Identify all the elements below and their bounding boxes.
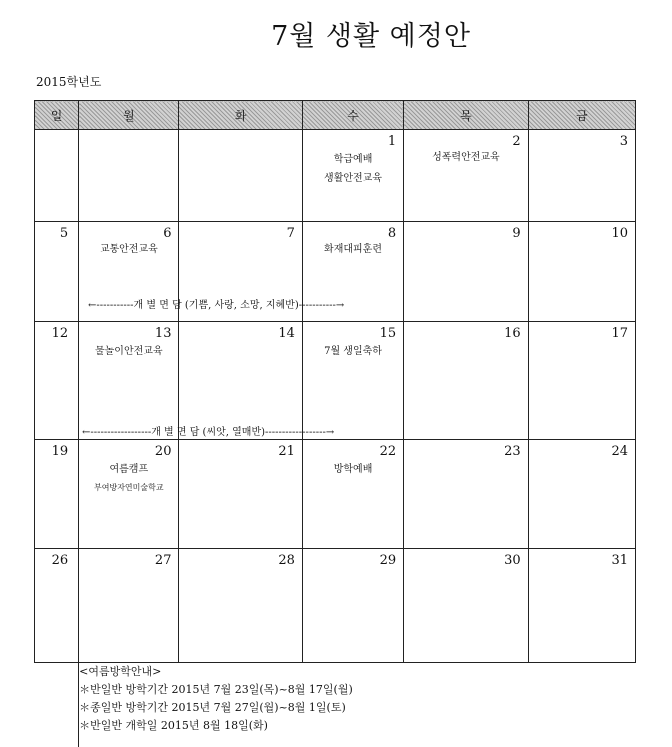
day-cell — [404, 549, 528, 663]
event-text: 7월 생일축하 — [324, 346, 382, 357]
day-cell — [35, 549, 79, 663]
day-number: 1 — [387, 134, 397, 149]
notes-spacer — [35, 663, 79, 747]
day-number: 2 — [512, 134, 521, 149]
day-number: 12 — [51, 326, 69, 341]
day-number: 26 — [51, 553, 69, 568]
day-cell — [79, 440, 179, 549]
day-cell — [179, 440, 302, 549]
day-cell — [35, 322, 79, 440]
day-number: 9 — [512, 226, 521, 241]
day-cell — [528, 222, 635, 322]
day-cell — [528, 322, 635, 440]
day-cell — [528, 130, 635, 222]
day-number: 21 — [278, 444, 295, 459]
day-cell — [404, 440, 528, 549]
day-cell — [179, 130, 302, 222]
day-cell — [35, 222, 79, 322]
day-number: 6 — [163, 226, 172, 241]
day-number: 7 — [286, 226, 295, 241]
day-number: 16 — [504, 326, 521, 341]
day-number: 14 — [278, 326, 295, 341]
day-number: 30 — [504, 553, 521, 568]
event-text: 방학예배 — [333, 464, 373, 475]
day-number: 15 — [379, 326, 397, 341]
counseling-band-2: ←------------------개 별 면 담 (씨앗, 열매반)------------------→ — [82, 427, 335, 438]
day-number: 28 — [278, 553, 295, 568]
day-cell — [302, 130, 403, 222]
day-number: 5 — [59, 226, 69, 241]
day-cell — [79, 322, 179, 440]
notes-heading: <여름방학안내> — [79, 665, 162, 678]
day-cell — [179, 322, 302, 440]
vacation-notes — [79, 663, 636, 747]
day-number: 10 — [611, 226, 628, 241]
header-wed: 수 — [302, 101, 403, 130]
event-text: 학급예배 — [333, 154, 373, 165]
header-thu: 목 — [404, 101, 528, 130]
day-number: 22 — [379, 444, 397, 459]
notes-item: ＊반일반 개학일 2015년 8월 18일(화) — [79, 719, 268, 732]
day-number: 27 — [154, 553, 172, 568]
header-fri: 금 — [528, 101, 635, 130]
day-cell — [79, 549, 179, 663]
day-number: 29 — [379, 553, 397, 568]
header-sun: 일 — [35, 101, 79, 130]
event-text: 교통안전교육 — [99, 244, 158, 255]
page-title: 7월 생활 예정안 — [271, 21, 471, 52]
day-number: 31 — [611, 553, 628, 568]
day-cell — [404, 222, 528, 322]
event-text: 물놀이안전교육 — [94, 346, 163, 357]
week-row-4 — [35, 440, 636, 549]
header-tue: 화 — [179, 101, 302, 130]
day-cell — [404, 322, 528, 440]
event-text-small: 부여방자연미술학교 — [94, 483, 164, 492]
day-number: 3 — [619, 134, 628, 149]
event-text: 여름캠프 — [109, 464, 149, 475]
day-number: 13 — [154, 326, 172, 341]
day-number: 23 — [504, 444, 521, 459]
week-row-5 — [35, 549, 636, 663]
day-cell — [35, 130, 79, 222]
day-number: 20 — [154, 444, 172, 459]
week-row-3 — [35, 322, 636, 440]
day-number: 24 — [611, 444, 628, 459]
day-cell — [302, 322, 403, 440]
day-cell — [528, 549, 635, 663]
notes-item: ＊종일반 방학기간 2015년 7월 27일(월)~8월 1일(토) — [79, 701, 346, 714]
day-cell — [528, 440, 635, 549]
notes-row — [35, 663, 636, 747]
week-row-1 — [35, 130, 636, 222]
day-number: 17 — [611, 326, 628, 341]
notes-item: ＊반일반 방학기간 2015년 7월 23일(목)~8월 17일(월) — [79, 683, 353, 696]
day-cell — [79, 130, 179, 222]
header-mon: 월 — [79, 101, 179, 130]
day-cell — [302, 440, 403, 549]
event-text: 성폭력안전교육 — [432, 152, 500, 163]
day-number: 8 — [387, 226, 397, 241]
day-cell — [302, 549, 403, 663]
day-cell — [35, 440, 79, 549]
header-row — [35, 101, 636, 130]
event-text: 생활안전교육 — [324, 173, 383, 184]
counseling-band-1: ←-----------개 별 면 담 (기쁨, 사랑, 소망, 지혜반)-----------→ — [88, 300, 345, 311]
school-year-label: 2015학년도 — [36, 75, 102, 89]
day-cell — [404, 130, 528, 222]
day-number: 19 — [51, 444, 69, 459]
day-cell — [179, 549, 302, 663]
event-text: 화재대피훈련 — [324, 244, 383, 255]
